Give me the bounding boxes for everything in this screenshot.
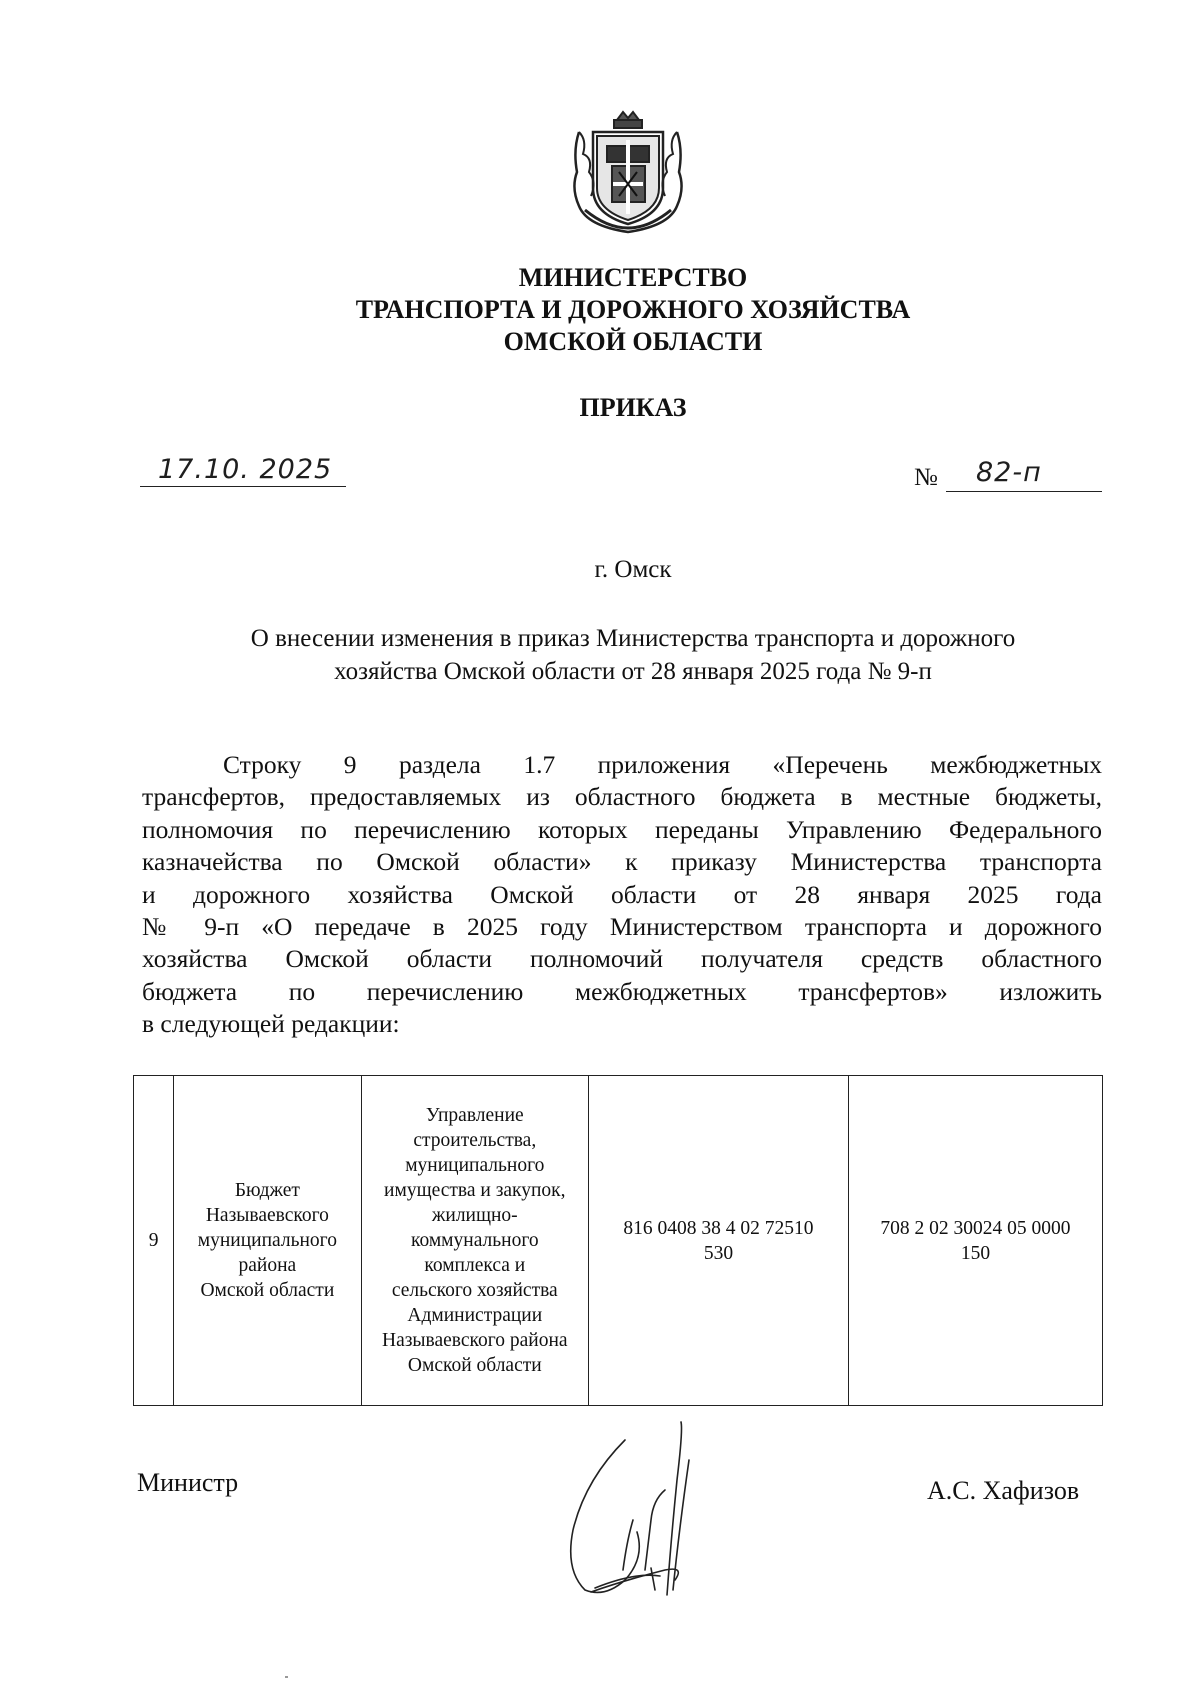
- number-underline: [946, 491, 1102, 492]
- cell-line: района: [238, 1255, 297, 1276]
- body-line: Строку 9 раздела 1.7 приложения «Перечень межбюджетных: [223, 750, 1102, 779]
- budget-cell: [174, 1076, 361, 1406]
- document-number: 82-п: [976, 457, 1042, 488]
- recipient-cell: [361, 1076, 589, 1406]
- cell-line: муниципального: [197, 1230, 337, 1251]
- date-underline: [140, 486, 346, 487]
- cell-line: Управление: [425, 1105, 524, 1126]
- transfer-table: [133, 1075, 1103, 1406]
- body-line: хозяйства Омской области полномочий получателя средств областного: [142, 944, 1102, 974]
- city: г. Омск: [594, 556, 672, 583]
- cell-line: Омской области: [200, 1280, 335, 1301]
- cell-line: имущества и закупок,: [384, 1180, 566, 1201]
- revenue-code-cell: [848, 1076, 1102, 1406]
- signatory-position: Министр: [137, 1468, 239, 1497]
- table-row: [134, 1076, 1103, 1406]
- coat-of-arms-emblem: [567, 110, 689, 234]
- cell-line: жилищно-: [431, 1205, 518, 1226]
- expense-code-cell: [589, 1076, 849, 1406]
- scan-mark: [285, 1676, 288, 1678]
- ministry-line-1: МИНИСТЕРСТВО: [518, 263, 748, 292]
- body-line: полномочия по перечислению которых переданы Управлению Федерального: [142, 814, 1102, 844]
- cell-line: комплекса и: [424, 1255, 526, 1276]
- cell-line: 816 0408 38 4 02 72510: [623, 1217, 814, 1239]
- body-line: и дорожного хозяйства Омской области от 28 января 2025 года: [142, 879, 1102, 909]
- ministry-line-2: ТРАНСПОРТА И ДОРОЖНОГО ХОЗЯЙСТВА: [355, 295, 911, 324]
- cell-line: Называевского района: [381, 1330, 568, 1351]
- document-subject: [180, 622, 1086, 688]
- signatory-name: А.С. Хафизов: [927, 1476, 1080, 1505]
- ministry-line-3: ОМСКОЙ ОБЛАСТИ: [503, 327, 763, 356]
- body-line: казначейства по Омской области» к приказу Министерства транспорта: [142, 847, 1102, 877]
- cell-line: 708 2 02 30024 05 0000: [880, 1217, 1071, 1239]
- body-line: трансфертов, предоставляемых из областного бюджета в местные бюджеты,: [142, 782, 1102, 812]
- cell-line: коммунального: [410, 1230, 539, 1251]
- body-line: № 9-п «О передаче в 2025 году Министерством транспорта и дорожного: [142, 911, 1102, 941]
- handwritten-signature: [555, 1420, 755, 1616]
- document-date: 17.10. 2025: [158, 454, 333, 485]
- cell-line: сельского хозяйства: [391, 1280, 558, 1301]
- cell-line: Администрации: [407, 1305, 543, 1326]
- subject-line-1: О внесении изменения в приказ Министерства транспорта и дорожного: [250, 625, 1016, 652]
- body-line: бюджета по перечислению межбюджетных трансфертов» изложить: [142, 976, 1102, 1006]
- cell-line: Омской области: [407, 1355, 542, 1376]
- cell-line: Бюджет: [234, 1180, 300, 1201]
- row-number-cell: 9: [134, 1076, 174, 1406]
- cell-line: 530: [703, 1242, 734, 1264]
- cell-line: 150: [960, 1242, 991, 1264]
- cell-line: строительства,: [413, 1130, 537, 1151]
- document-type: ПРИКАЗ: [579, 393, 687, 422]
- cell-line: Называевского: [205, 1205, 329, 1226]
- subject-line-2: хозяйства Омской области от 28 января 2025 года № 9-п: [334, 658, 932, 685]
- number-label: №: [914, 464, 938, 491]
- body-paragraph: [142, 749, 1102, 1041]
- body-line: в следующей редакции:: [142, 1009, 400, 1039]
- cell-line: муниципального: [405, 1155, 545, 1176]
- ministry-name: [200, 262, 1066, 358]
